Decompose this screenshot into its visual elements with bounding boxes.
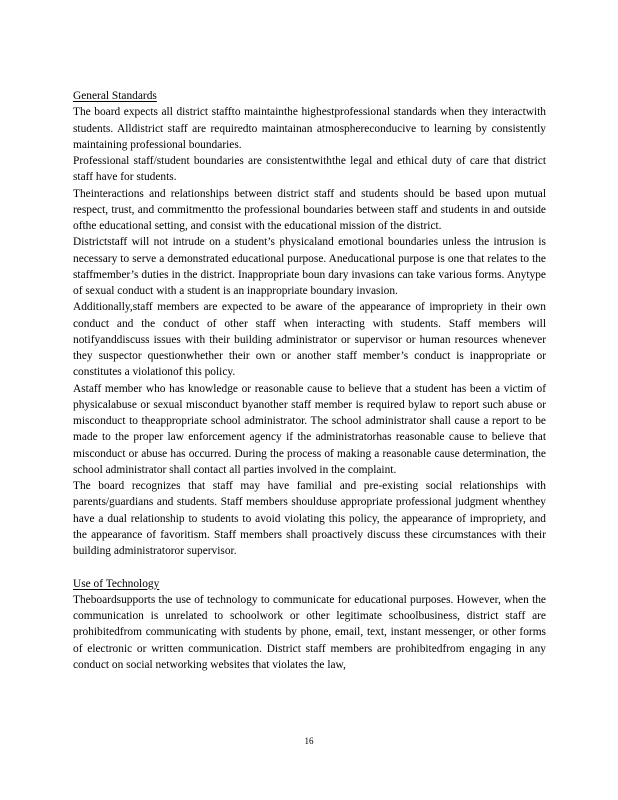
paragraph: Districtstaff will not intrude on a student’s physicaland emotional boundaries unless the intrusion is necessary to serve a demonstrated educational purpose. Aneducational purpose is one that relates to the staffmember’s duties in the district. Inappropriate boun dary invasions can take various forms. Anytype of sexual conduct with a student is an inappropriate boundary invasion.: [73, 236, 546, 297]
paragraph: Astaff member who has knowledge or reasonable cause to believe that a student has been a victim of physicalabuse or sexual misconduct byanother staff member is required bylaw to report such abuse or misconduct to theappropriate school administrator. The school administrator shall cause a report to be made to the proper law enforcement agency if the administratorhas reasonable cause to believe that misconduct or abuse has occurred. During the process of making a reasonable cause determination, the school administrator shall contact all parties involved in the complaint.: [73, 382, 546, 476]
paragraph: Additionally,staff members are expected to be aware of the appearance of impropriety in their own conduct and the conduct of other staff when interacting with students. Staff members will notifyanddiscuss issues with their building administrator or supervisor or human resources whenever they suspector questionwhether their own or another staff member’s conduct is inappropriate or constitutes a violationof this policy.: [73, 301, 546, 379]
paragraph: Theinteractions and relationships between district staff and students should be based upon mutual respect, trust, and commitmentto the professional boundaries between staff and students in and outside ofthe educational setting, and consist with the educational mission of the district.: [73, 187, 546, 232]
page-number: 16: [304, 736, 314, 746]
paragraph: Professional staff/student boundaries are consistentwiththe legal and ethical duty of care that district staff have for students.: [73, 155, 546, 184]
section-heading-use-of-technology: Use of Technology: [73, 577, 160, 590]
section-use-of-technology: [73, 576, 546, 674]
paragraph: Theboardsupports the use of technology to communicate for educational purposes. However, when the communication is unrelated to schoolwork or other legitimate schoolbusiness, district staff are prohibitedfrom communicating with students by phone, email, text, instant messenger, or other forms of electronic or written communication. District staff members are prohibitedfrom engaging in any conduct on social networking websites that violates the law,: [73, 593, 546, 671]
section-spacer: [73, 559, 546, 575]
paragraph: The board recognizes that staff may have familial and pre-existing social relationships with parents/guardians and students. Staff members shoulduse appropriate professional judgment whenthey have a dual relationship to students to avoid violating this policy, the appearance of impropriety, and the appearance of favoritism. Staff members shall proactively discuss these circumstances with their building administratoror supervisor.: [73, 480, 546, 557]
page-content: [73, 88, 546, 673]
section-general-standards: [73, 88, 546, 559]
paragraph: The board expects all district staffto maintainthe highestprofessional standards when they interactwith students. Alldistrict staff are requiredto maintainan atmosphereconducive to learning by consistently maintaining professional boundaries.: [73, 106, 546, 151]
section-heading-general-standards: General Standards: [73, 90, 157, 102]
